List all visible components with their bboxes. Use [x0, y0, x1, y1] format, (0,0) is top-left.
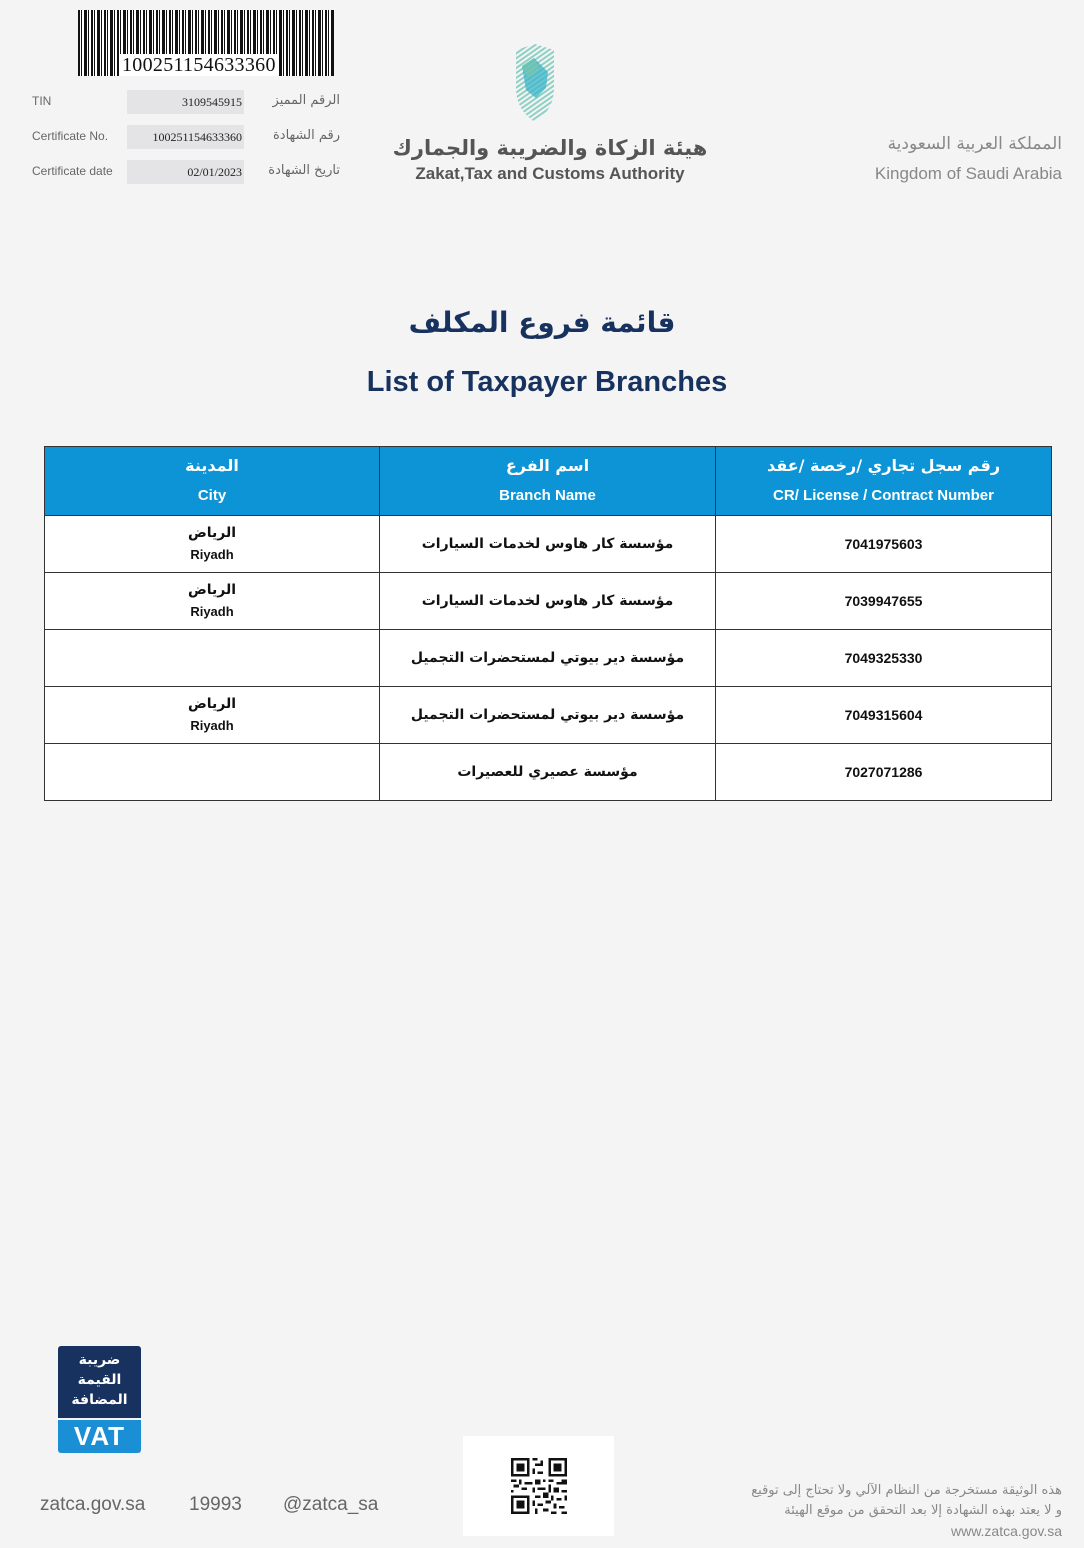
cr-number: 7049315604: [844, 706, 923, 723]
tin-label-ar: الرقم المميز: [272, 93, 340, 108]
kingdom-name-ar: المملكة العربية السعودية: [887, 134, 1062, 154]
qr-code-icon: [511, 1458, 567, 1514]
number-cell: [716, 744, 1052, 801]
disclaimer: [662, 1481, 1062, 1541]
city-cell: [45, 687, 380, 744]
barcode: [78, 10, 334, 76]
table-row: [45, 516, 1052, 573]
column-header-number: [716, 447, 1052, 516]
column-header-branch-ar: اسم الفرع: [505, 456, 590, 475]
branch-cell: [380, 687, 716, 744]
branch-name: مؤسسة كار هاوس لخدمات السيارات: [421, 536, 674, 552]
city-cell: [45, 516, 380, 573]
city-ar: الرياض: [187, 582, 237, 598]
number-cell: [716, 630, 1052, 687]
cr-number: 7039947655: [844, 592, 923, 609]
number-cell: [716, 687, 1052, 744]
column-header-branch: [380, 447, 716, 516]
page-title-ar: قائمة فروع المكلف: [408, 306, 676, 339]
city-en: Riyadh: [190, 718, 234, 733]
table-row: [45, 744, 1052, 801]
page-title-en: List of Taxpayer Branches: [366, 366, 728, 398]
cr-number: 7027071286: [844, 763, 923, 780]
disclaimer-url[interactable]: www.zatca.gov.sa: [950, 1523, 1062, 1539]
city-cell: [45, 573, 380, 630]
vat-logo-line: ضريبة: [78, 1352, 121, 1368]
certificate-no-label: Certificate No.: [32, 129, 109, 143]
authority-name-ar: هيئة الزكاة والضريبة والجمارك: [392, 136, 708, 160]
barcode-number: 100251154633360: [122, 54, 276, 76]
phone-number: 19993: [189, 1494, 242, 1515]
cert-row-tin: [30, 90, 340, 116]
city-ar: الرياض: [187, 696, 237, 712]
table-row: [45, 630, 1052, 687]
disclaimer-line-1: هذه الوثيقة مستخرجة من النظام الآلي ولا تحتاج إلى توقيع: [751, 1483, 1062, 1498]
column-header-city-en: City: [197, 487, 227, 504]
certificate-no-label-ar: رقم الشهادة: [273, 128, 340, 143]
city-en: Riyadh: [190, 604, 234, 619]
table-row: [45, 573, 1052, 630]
vat-logo: [58, 1346, 141, 1453]
branch-name: مؤسسة دير بيوتي لمستحضرات التجميل: [410, 650, 685, 666]
certificate-date-value: 02/01/2023: [127, 160, 244, 184]
branch-cell: [380, 516, 716, 573]
disclaimer-line-2: و لا يعتد بهذه الشهادة إلا بعد التحقق من موقع الهيئة: [784, 1503, 1062, 1518]
certificate-no-value: 100251154633360: [127, 125, 244, 149]
certificate-date-label: Certificate date: [32, 164, 113, 178]
vat-logo-en: VAT: [58, 1420, 141, 1453]
branch-name: مؤسسة كار هاوس لخدمات السيارات: [421, 593, 674, 609]
cr-number: 7049325330: [844, 649, 923, 666]
tin-value: 3109545915: [127, 90, 244, 114]
branch-cell: [380, 744, 716, 801]
table-row: [45, 687, 1052, 744]
cr-number: 7041975603: [844, 535, 923, 552]
branches-table: [44, 446, 1052, 801]
branch-cell: [380, 573, 716, 630]
number-cell: [716, 573, 1052, 630]
cert-row-number: [30, 125, 340, 151]
number-cell: [716, 516, 1052, 573]
city-cell: [45, 744, 380, 801]
table-header-row: [45, 447, 1052, 516]
column-header-branch-en: Branch Name: [499, 487, 596, 504]
vat-logo-arabic: [58, 1346, 141, 1418]
branch-cell: [380, 630, 716, 687]
zatca-emblem-icon: [514, 44, 556, 124]
vat-logo-line: القيمة: [77, 1372, 122, 1388]
certificate-date-label-ar: تاريخ الشهادة: [268, 163, 340, 178]
column-header-number-en: CR/ License / Contract Number: [773, 487, 994, 504]
city-en: Riyadh: [190, 547, 234, 562]
vat-logo-line: المضافة: [71, 1392, 128, 1408]
city-ar: الرياض: [187, 525, 237, 541]
city-cell: [45, 630, 380, 687]
column-header-number-ar: رقم سجل تجاري /رخصة /عقد: [766, 456, 1001, 475]
cert-row-date: [30, 160, 340, 186]
qr-code-box: [463, 1436, 614, 1536]
column-header-city-ar: المدينة: [185, 456, 239, 475]
website-link[interactable]: zatca.gov.sa: [40, 1494, 146, 1515]
branch-name: مؤسسة دير بيوتي لمستحضرات التجميل: [410, 707, 685, 723]
social-handle[interactable]: @zatca_sa: [283, 1494, 379, 1515]
kingdom-name-en: Kingdom of Saudi Arabia: [874, 164, 1062, 183]
tin-label: TIN: [32, 94, 52, 108]
column-header-city: [45, 447, 380, 516]
branch-name: مؤسسة عصيري للعصيرات: [457, 764, 638, 780]
authority-name-en: Zakat,Tax and Customs Authority: [415, 164, 685, 183]
